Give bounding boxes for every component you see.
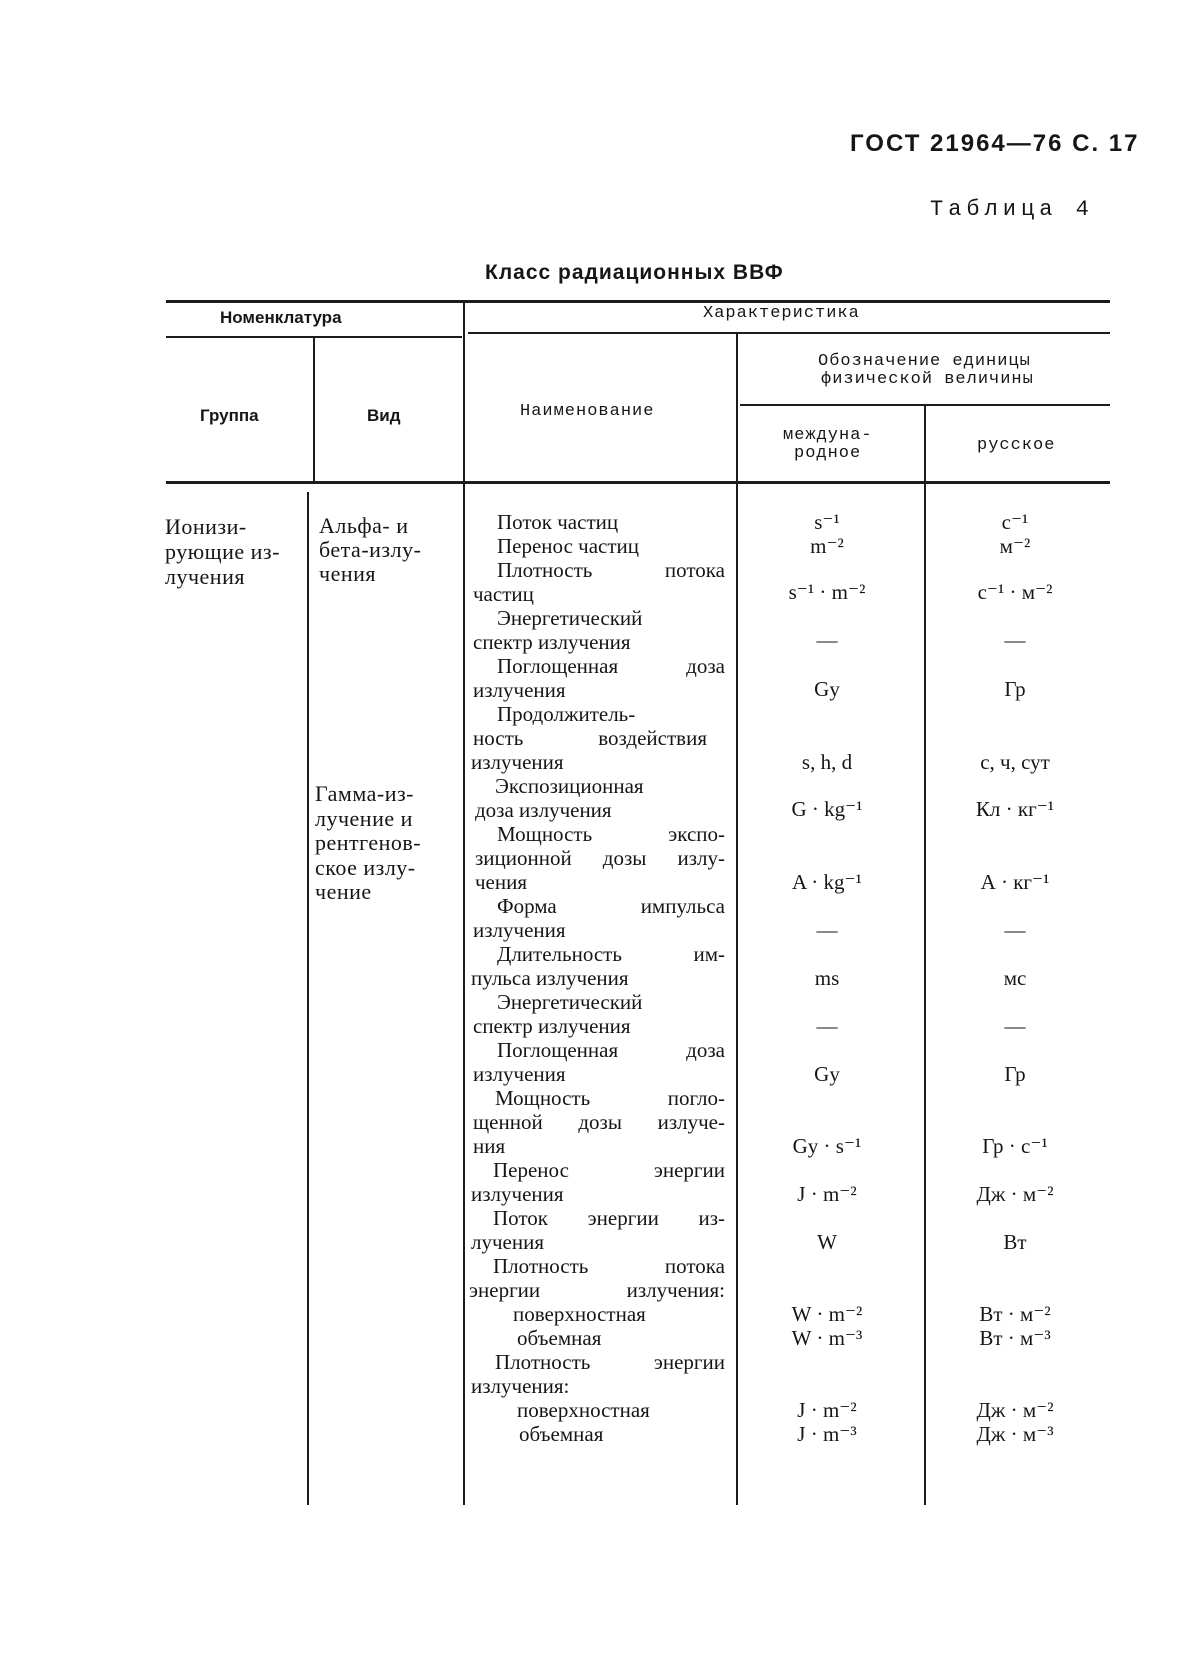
row-name: Перенос энергии — [493, 1158, 725, 1182]
row-intl-unit: s⁻¹ · m⁻² — [788, 580, 866, 604]
row-name: Поток частиц — [497, 510, 619, 534]
row-intl-unit: W — [817, 1230, 837, 1254]
row-rus-unit: А · кг⁻¹ — [980, 870, 1050, 894]
group-line: рующие из- — [165, 539, 280, 564]
row-intl-unit: J · m⁻³ — [797, 1422, 857, 1446]
row-name: энергии излучения: — [469, 1278, 725, 1302]
table-label: Таблица 4 — [930, 197, 1094, 222]
row-intl-unit: A · kg⁻¹ — [792, 870, 862, 894]
row-intl-unit: — — [816, 628, 838, 652]
kind-line: бета-излу- — [319, 537, 422, 562]
row-rus-unit: Вт · м⁻² — [979, 1302, 1051, 1326]
document-reference: ГОСТ 21964—76 С. 17 — [850, 130, 1140, 157]
row-name: Плотность энергии — [495, 1350, 725, 1374]
row-intl-unit: J · m⁻² — [797, 1182, 857, 1206]
kind-cell-alpha-beta — [319, 514, 421, 586]
row-name: пульса излучения — [471, 966, 629, 990]
row-rus-unit: с⁻¹ · м⁻² — [977, 580, 1053, 604]
row-name: зиционной дозы излу- — [475, 846, 725, 870]
row-name: излучения — [473, 918, 566, 942]
row-name: излучения — [471, 750, 564, 774]
row-name: Поглощенная доза — [497, 1038, 725, 1062]
kind-line: лучение и — [315, 805, 413, 831]
row-name: излучения — [473, 678, 566, 702]
row-rus-unit: Дж · м⁻² — [976, 1182, 1054, 1206]
row-intl-unit: Gy · s⁻¹ — [792, 1134, 862, 1158]
row-rus-unit: Гр — [1004, 677, 1026, 701]
group-cell — [165, 514, 280, 589]
row-name: ность воздействия — [473, 726, 707, 750]
row-intl-unit: W · m⁻² — [791, 1302, 863, 1326]
row-rus-unit: — — [1004, 628, 1026, 652]
row-rus-unit: м⁻² — [999, 534, 1031, 558]
header-nomenclature: Номенклатура — [220, 308, 342, 327]
kind-line: ское излу- — [315, 854, 416, 880]
row-intl-unit: W · m⁻³ — [791, 1326, 863, 1350]
row-name: Длительность им- — [497, 942, 725, 966]
group-line: Ионизи- — [165, 514, 247, 539]
row-intl-unit: Gy — [814, 677, 840, 701]
row-rus-unit: Кл · кг⁻¹ — [975, 797, 1055, 821]
row-name: частиц — [473, 582, 534, 606]
header-characteristic: Характеристика — [703, 304, 860, 323]
header-russian: русское — [977, 436, 1056, 455]
header-international-line2: родное — [794, 444, 862, 463]
row-name: Форма импульса — [497, 894, 725, 918]
row-rus-unit: Вт — [1003, 1230, 1027, 1254]
row-name: Экспозиционная — [495, 774, 644, 798]
header-bottom-rule — [166, 481, 1110, 484]
characteristic-rule — [468, 332, 1110, 334]
row-name: Перенос частиц — [497, 534, 639, 558]
row-rus-unit: — — [1004, 1014, 1026, 1038]
row-name: Поток энергии из- — [493, 1206, 725, 1230]
row-name: Поглощенная доза — [497, 654, 725, 678]
row-name: лучения — [471, 1230, 544, 1254]
row-intl-unit: G · kg⁻¹ — [791, 797, 863, 821]
header-kind: Вид — [367, 406, 401, 425]
header-unit-designation-line1: Обозначение единицы — [818, 352, 1031, 371]
row-name: излучения: — [471, 1374, 570, 1398]
row-name: ния — [473, 1134, 506, 1158]
header-group: Группа — [200, 406, 259, 425]
row-intl-unit: s, h, d — [801, 750, 853, 774]
row-intl-unit: J · m⁻² — [797, 1398, 857, 1422]
row-name: Продолжитель- — [497, 702, 636, 726]
row-name: щенной дозы излуче- — [473, 1110, 725, 1134]
row-intl-unit: s⁻¹ — [814, 510, 840, 534]
row-rus-unit: Вт · м⁻³ — [979, 1326, 1051, 1350]
row-name: Мощность погло- — [495, 1086, 725, 1110]
row-rus-unit: — — [1004, 918, 1026, 942]
kind-line: чения — [319, 561, 376, 586]
header-international-line1: междуна- — [783, 426, 873, 445]
column-rule-kind — [307, 492, 309, 1505]
row-rus-unit: Гр · с⁻¹ — [982, 1134, 1048, 1158]
row-rus-unit: с, ч, сут — [980, 750, 1050, 774]
kind-line: чение — [315, 879, 372, 904]
row-rus-unit: с⁻¹ — [1001, 510, 1029, 534]
group-line: лучения — [165, 564, 245, 589]
column-rule-units — [736, 334, 738, 1505]
row-intl-unit: m⁻² — [810, 534, 844, 558]
row-name: излучения — [473, 1062, 566, 1086]
kind-cell-gamma-xray — [315, 782, 421, 905]
row-name: Мощность экспо- — [497, 822, 725, 846]
column-rule-name-left — [463, 300, 465, 1505]
row-name: спектр излучения — [473, 630, 631, 654]
row-name: поверхностная — [513, 1302, 646, 1326]
column-rule-kind-header — [313, 338, 315, 481]
row-intl-unit: ms — [814, 966, 840, 990]
row-rus-unit: Дж · м⁻³ — [976, 1422, 1054, 1446]
row-name: доза излучения — [475, 798, 612, 822]
row-name: чения — [475, 870, 528, 894]
row-name: спектр излучения — [473, 1014, 631, 1038]
row-name: Плотность потока — [497, 558, 725, 582]
row-name: поверхностная — [517, 1398, 650, 1422]
row-name: Плотность потока — [493, 1254, 725, 1278]
column-rule-russian — [924, 404, 926, 1505]
kind-line: рентгенов- — [315, 830, 422, 855]
table-title: Класс радиационных ВВФ — [485, 261, 784, 284]
row-name: объемная — [517, 1326, 602, 1350]
row-name: объемная — [519, 1422, 604, 1446]
kind-line: Альфа- и — [319, 513, 409, 538]
row-name: излучения — [471, 1182, 564, 1206]
row-intl-unit: — — [816, 1014, 838, 1038]
row-intl-unit: — — [816, 918, 838, 942]
kind-line: Гамма-из- — [315, 781, 415, 806]
row-rus-unit: Дж · м⁻² — [976, 1398, 1054, 1422]
row-rus-unit: мс — [1003, 966, 1027, 990]
table-top-rule — [166, 300, 1110, 303]
header-name: Наименование — [520, 402, 655, 421]
row-name: Энергетический — [497, 990, 643, 1014]
row-name: Энергетический — [497, 606, 643, 630]
row-intl-unit: Gy — [814, 1062, 840, 1086]
header-unit-designation-line2: физической величины — [821, 370, 1034, 389]
row-rus-unit: Гр — [1004, 1062, 1026, 1086]
